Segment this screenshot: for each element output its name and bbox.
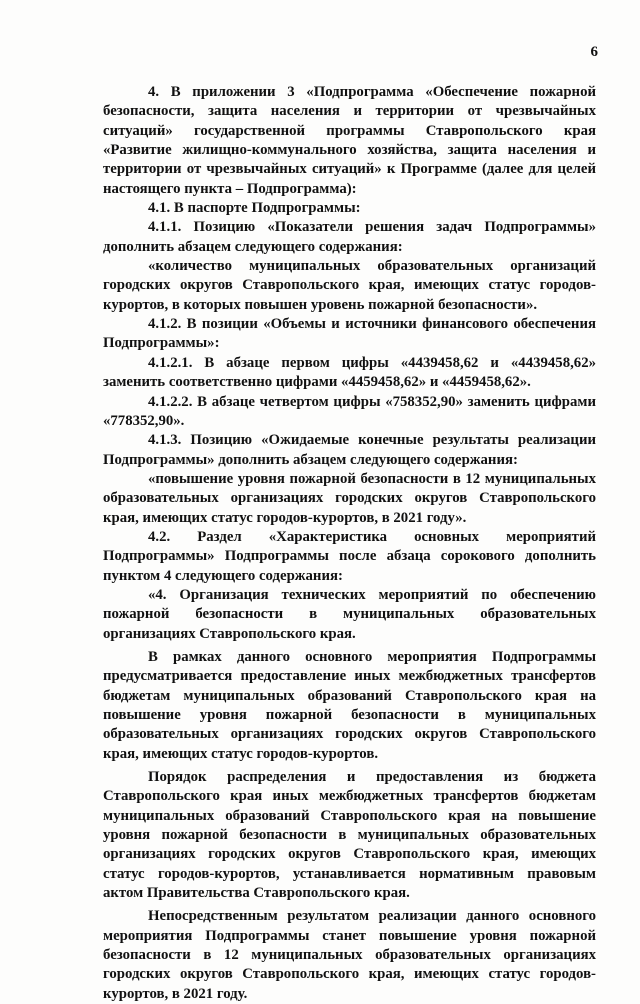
paragraph-item-4-1-2-2: 4.1.2.2. В абзаце четвертом цифры «758352,90» заменить цифрами «778352,90». xyxy=(103,393,596,429)
paragraph-measure-4: «4. Организация технических мероприятий по обеспечению пожарной безопасности в муниципальных образовательных организациях Ставропольского края. xyxy=(103,586,596,642)
paragraph-item-4-2: 4.2. Раздел «Характеристика основных мероприятий Подпрограммы» Подпрограммы после абзаца сорокового дополнить пунктом 4 следующего содержания: xyxy=(103,528,596,584)
document-body xyxy=(103,83,596,1004)
paragraph-item-4-1-2: 4.1.2. В позиции «Объемы и источники финансового обеспечения Подпрограммы»: xyxy=(103,316,596,352)
paragraph-direct-result: Непосредственным результатом реализации данного основного мероприятия Подпрограммы станет повышение уровня пожарной безопасности в 12 муниципальных образовательных организациях городских округов Ставропольского края, имеющих статус городов-курортов, в 2021 году. xyxy=(103,908,596,1002)
paragraph-item-4: 4. В приложении 3 «Подпрограмма «Обеспечение пожарной безопасности, защита населения и территории от чрезвычайных ситуаций» государственной программы Ставропольского края «Развитие жилищно-коммунального хозяйства, защита населения и территории от чрезвычайных ситуаций» к Программе (далее для целей настоящего пункта – Подпрограмма): xyxy=(103,84,596,197)
paragraph-item-4-1-1: 4.1.1. Позицию «Показатели решения задач Подпрограммы» дополнить абзацем следующего содержания: xyxy=(103,219,596,255)
paragraph-item-4-1-2-1: 4.1.2.1. В абзаце первом цифры «4439458,62 и «4439458,62» заменить соответственно цифрами «4459458,62» и «4459458,62». xyxy=(103,354,596,391)
paragraph-distribution-procedure: Порядок распределения и предоставления из бюджета Ставропольского края иных межбюджетных трансфертов бюджетам муниципальных образований Ставропольского края на повышение уровня пожарной безопасности в муниципальных образовательных организациях городских округов Ставропольского края, имеющих статус городов-курортов, устанавливается нормативным правовым актом Правительства Ставропольского края. xyxy=(103,769,596,902)
paragraph-measure-description: В рамках данного основного мероприятия Подпрограммы предусматривается предоставление иных межбюджетных трансфертов бюджетам муниципальных образований Ставропольского края на повышение уровня пожарной безопасности в муниципальных образовательных организациях городских округов Ставропольского края, имеющих статус городов-курортов. xyxy=(103,648,596,762)
paragraph-quote-indicator: «количество муниципальных образовательных организаций городских округов Ставропольского края, имеющих статус городов-курортов, в которых повышен уровень пожарной безопасности». xyxy=(103,258,596,313)
paragraph-item-4-1: 4.1. В паспорте Подпрограммы: xyxy=(148,200,361,217)
page-number: 6 xyxy=(590,44,598,60)
paragraph-item-4-1-3: 4.1.3. Позицию «Ожидаемые конечные результаты реализации Подпрограммы» дополнить абзацем следующего содержания: xyxy=(103,432,596,468)
paragraph-quote-result: «повышение уровня пожарной безопасности в 12 муниципальных образовательных организациях городских округов Ставропольского края, имеющих статус городов-курортов, в 2021 году». xyxy=(103,470,596,526)
